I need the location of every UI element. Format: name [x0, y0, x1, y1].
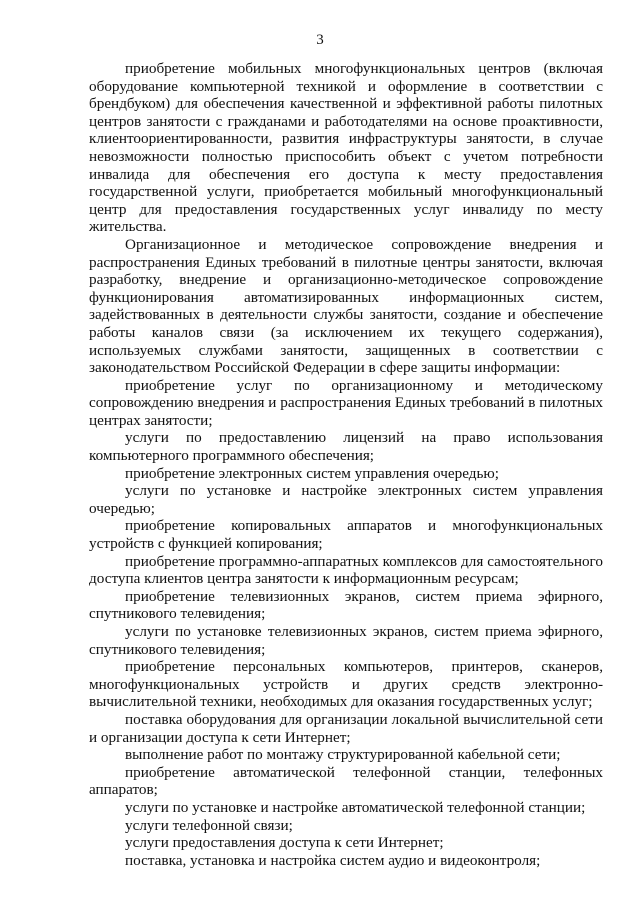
list-item: услуги предоставления доступа к сети Интернет; [125, 834, 444, 852]
list-item: поставка оборудования для организации локальной вычислительной сети и организации доступа к сети Интернет; [89, 710, 603, 746]
list-item: приобретение телевизионных экранов, систем приема эфирного, спутникового телевидения; [89, 587, 603, 623]
list-item: приобретение автоматической телефонной станции, телефонных аппаратов; [89, 763, 603, 799]
list-item: услуги по установке и настройке автоматической телефонной станции; [125, 798, 586, 816]
paragraph: приобретение мобильных многофункциональных центров (включая оборудование компьютерной техникой и оформление в соответствии с брендбуком) для обеспечения качественной и эффективной работы пилотных центров занятости с гражданами и работодателями на основе проактивности, клиентоориентированности, развития инфраструктуры занятости, в случае невозможности полностью приспособить объект с учетом потребности инвалида для обеспечения его доступа к месту предоставления государственной услуги, приобретается мобильный многофункциональный центр для предоставления государственных услуг инвалиду по месту жительства. [89, 60, 603, 236]
list-item: приобретение электронных систем управления очередью; [125, 464, 499, 482]
list-item: приобретение услуг по организационному и методическому сопровождению внедрения и распространения Единых требований в пилотных центрах занятости; [89, 376, 603, 429]
list-item: приобретение программно-аппаратных комплексов для самостоятельного доступа клиентов центра занятости к информационным ресурсам; [89, 552, 603, 588]
document-body [89, 60, 603, 869]
list-item: выполнение работ по монтажу структурированной кабельной сети; [125, 746, 561, 764]
paragraph: Организационное и методическое сопровождение внедрения и распространения Единых требований в пилотные центры занятости, включая разработку, внедрение и организационно-методическое сопровождение функционирования автоматизированных информационных систем, задействованных в деятельности службы занятости, создание и обеспечение работы каналов связи (за исключением их текущего содержания), используемых службами занятости, защищенных в соответствии с законодательством Российской Федерации в сфере защиты информации: [89, 235, 603, 377]
list-item: услуги по установке и настройке электронных систем управления очередью; [89, 482, 603, 517]
list-item: услуги телефонной связи; [125, 816, 293, 834]
list-item: услуги по предоставлению лицензий на право использования компьютерного программного обеспечения; [89, 429, 603, 465]
list-item: услуги по установке телевизионных экранов, систем приема эфирного, спутникового телевидения; [89, 623, 603, 658]
list-item: приобретение персональных компьютеров, принтеров, сканеров, многофункциональных устройств и других средств электронно-вычислительной техники, необходимых для оказания государственных услуг; [89, 658, 603, 711]
list-item: поставка, установка и настройка систем аудио и видеоконтроля; [125, 851, 541, 869]
page-number: 3 [316, 32, 324, 48]
list-item: приобретение копировальных аппаратов и многофункциональных устройств с функцией копирования; [89, 517, 603, 553]
